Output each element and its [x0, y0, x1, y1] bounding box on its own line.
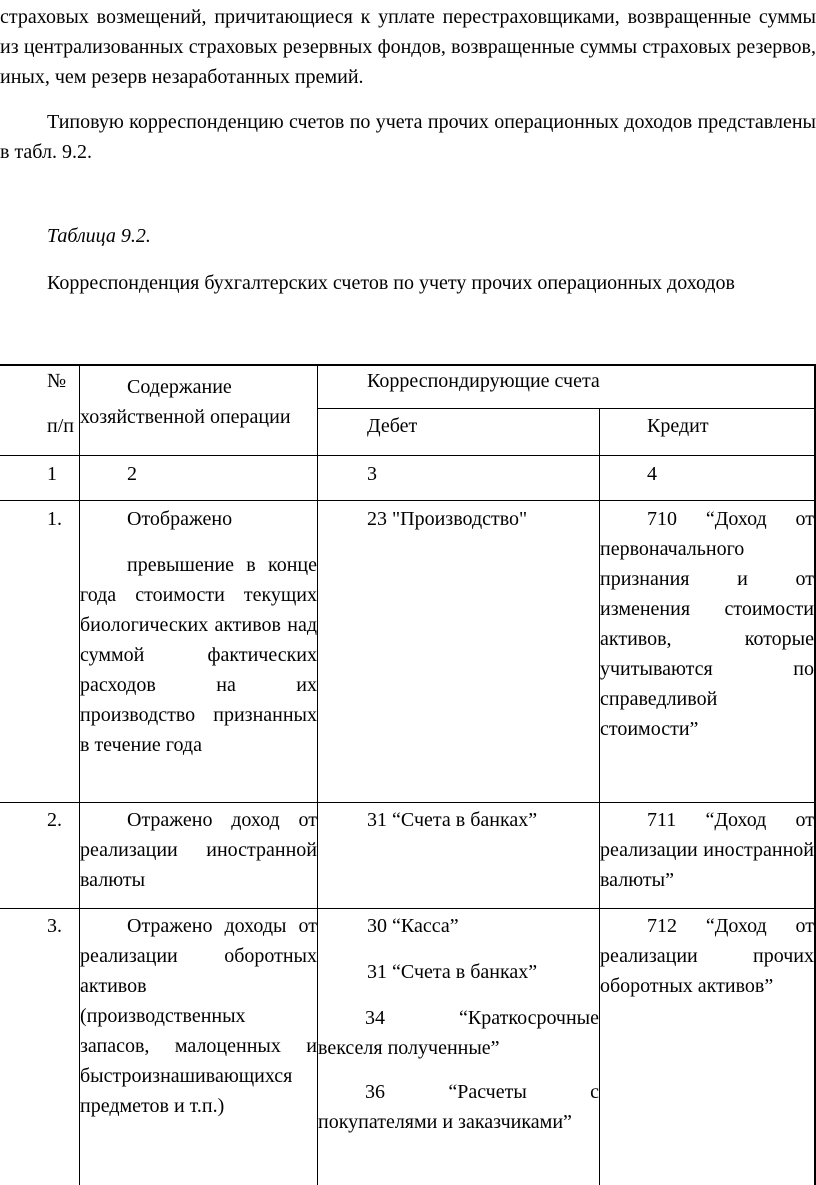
- row-3-debit-4: 36 “Расчеты с покупателями и заказчиками”: [318, 1081, 599, 1133]
- row-3-debit-1: 30 “Касса”: [367, 915, 459, 937]
- header-debit: Дебет: [367, 415, 418, 437]
- grid-line: [0, 500, 816, 501]
- row-2-number: 2.: [47, 809, 62, 831]
- table-caption: Таблица 9.2.: [47, 225, 151, 247]
- row-2-credit: 711 “Доход от реализации иностранной валюты”: [600, 809, 814, 891]
- paragraph-2: Типовую корреспонденцию счетов по учета прочих операционных доходов представлены в табл. 9.2.: [0, 111, 816, 163]
- row-1-debit: 23 "Производство": [367, 508, 528, 530]
- header-content-line2: хозяйственной операции: [80, 406, 291, 428]
- row-1-credit: 710 “Доход от первоначального признания и от изменения стоимости активов, которые учитываются по справедливой стоимости”: [600, 508, 814, 740]
- header-number-symbol: №: [47, 370, 67, 392]
- column-number-2: 2: [127, 463, 137, 485]
- row-2-content: Отражено доход от реализации иностранной валюты: [80, 809, 317, 891]
- header-accounts: Корреспондирующие счета: [367, 370, 600, 392]
- row-3-debit-2: 31 “Счета в банках”: [367, 961, 538, 983]
- column-number-1: 1: [47, 463, 57, 485]
- paragraph-1: страховых возмещений, причитающиеся к уплате перестраховщиками, возвращенные суммы из централизованных страховых резервных фондов, возвращенные суммы страховых резервов, иных, чем резерв незаработанных премий.: [0, 6, 816, 88]
- row-1-content-first: Отображено: [127, 508, 233, 530]
- header-number-label: п/п: [47, 415, 74, 437]
- table-title: Корреспонденция бухгалтерских счетов по учету прочих операционных доходов: [47, 272, 735, 294]
- row-3-debit-3: 34 “Краткосрочные векселя полученные”: [318, 1007, 599, 1059]
- column-number-4: 4: [647, 463, 657, 485]
- grid-line: [317, 408, 816, 409]
- row-3-content: Отражено доходы от реализации оборотных активов (производственных запасов, малоценных и быстроизнашивающихся предметов и т.п.): [80, 915, 317, 1117]
- header-content-line1: Содержание: [127, 376, 232, 398]
- row-1-content: превышение в конце года стоимости текущих биологических активов над суммой фактических расходов на их производство признанных в течение года: [80, 554, 317, 756]
- column-number-3: 3: [367, 463, 377, 485]
- grid-line: [0, 802, 816, 803]
- row-2-debit: 31 “Счета в банках”: [367, 809, 538, 831]
- header-credit: Кредит: [647, 415, 709, 437]
- row-3-credit: 712 “Доход от реализации прочих оборотных активов”: [600, 915, 814, 997]
- row-1-number: 1.: [47, 508, 62, 530]
- grid-line: [0, 908, 816, 909]
- grid-line: [0, 455, 816, 456]
- row-3-number: 3.: [47, 915, 62, 937]
